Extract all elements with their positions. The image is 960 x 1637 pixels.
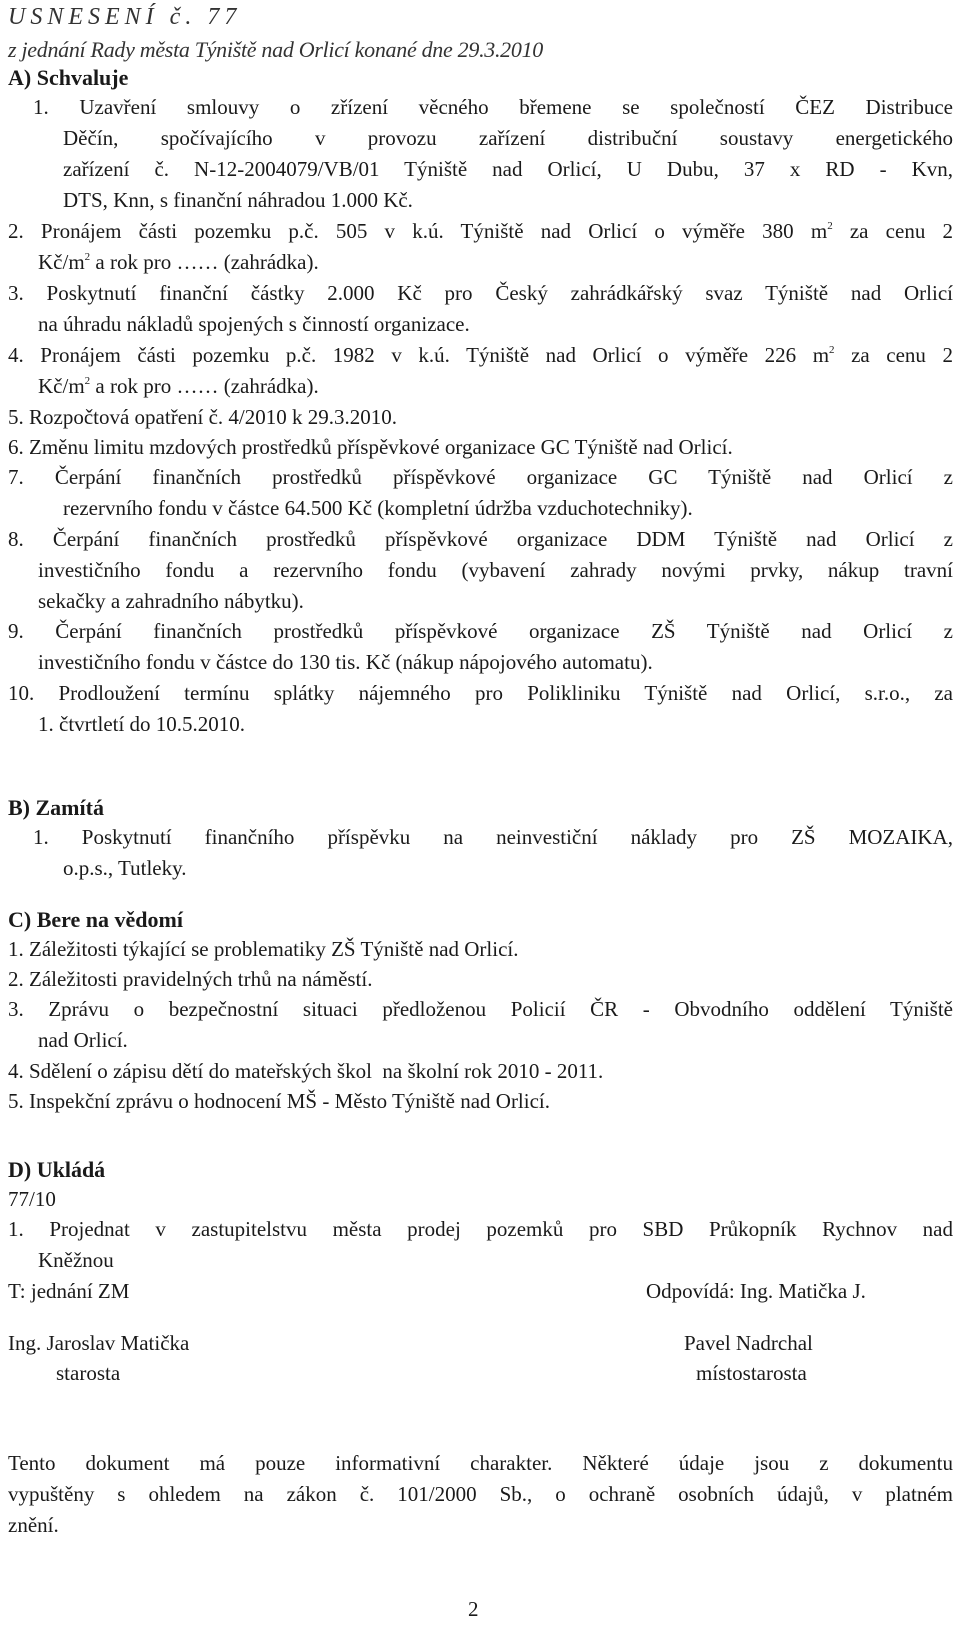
section-d-heading: D) Ukládá	[8, 1157, 106, 1182]
section-d-item-1	[8, 1214, 953, 1276]
text-line: 9. Čerpání finančních prostředků příspěvkové organizace ZŠ Týniště nad Orlicí z	[8, 619, 953, 643]
section-b-item-1	[8, 822, 953, 884]
text-line: 1. Uzavření smlouvy o zřízení věcného břemene se společností ČEZ Distribuce	[33, 95, 953, 119]
text-line: 5. Inspekční zprávu o hodnocení MŠ - Město Týniště nad Orlicí.	[8, 1089, 551, 1113]
text-line: 2. Záležitosti pravidelných trhů na náměstí.	[8, 967, 373, 991]
section-a-item-6	[8, 432, 953, 463]
text-line	[8, 340, 953, 371]
text-line: 1. Poskytnutí finančního příspěvku na neinvestiční náklady pro ZŠ MOZAIKA,	[33, 825, 953, 849]
text-line: nad Orlicí.	[38, 1028, 128, 1052]
text-line: sekačky a zahradního nábytku).	[38, 589, 304, 613]
section-a-item-4	[8, 340, 953, 402]
section-c-item-2	[8, 964, 953, 995]
text-line: 8. Čerpání finančních prostředků příspěvkové organizace DDM Týniště nad Orlicí z	[8, 527, 953, 551]
superscript: 2	[84, 251, 91, 263]
text-line	[8, 216, 953, 247]
section-c-item-3	[8, 994, 953, 1056]
section-b-heading: B) Zamítá	[8, 795, 104, 820]
section-c-item-5	[8, 1086, 953, 1117]
text-segment: a rok pro …… (zahrádka).	[90, 374, 319, 398]
superscript: 2	[84, 375, 91, 387]
text-segment: a rok pro …… (zahrádka).	[90, 250, 319, 274]
superscript: 2	[827, 220, 833, 232]
signatory-right-name: Pavel Nadrchal	[684, 1331, 813, 1355]
text-line	[8, 371, 953, 402]
signatory-right-role: místostarosta	[696, 1361, 807, 1385]
text-line: Kněžnou	[38, 1248, 114, 1272]
text-line: 10. Prodloužení termínu splátky nájemného pro Polikliniku Týniště nad Orlicí, s.r.o., za	[8, 681, 953, 705]
text-segment: 2. Pronájem části pozemku p.č. 505 v k.ú. Týniště nad Orlicí o výměře 380 m	[8, 219, 828, 243]
text-segment: Kč/m	[38, 250, 85, 274]
section-c-item-4	[8, 1056, 953, 1087]
text-line: 6. Změnu limitu mzdových prostředků příspěvkové organizace GC Týniště nad Orlicí.	[8, 435, 733, 459]
text-line: rezervního fondu v částce 64.500 Kč (kompletní údržba vzduchotechniky).	[63, 496, 693, 520]
text-line: 1. Projednat v zastupitelstvu města prodej pozemků pro SBD Průkopník Rychnov nad	[8, 1217, 953, 1241]
section-a-item-2	[8, 216, 953, 278]
section-a-item-8	[8, 524, 953, 617]
text-line: investičního fondu a rezervního fondu (vybavení zahrady novými prvky, nákup travní	[38, 558, 953, 582]
responsible-label: Odpovídá: Ing. Matička J.	[646, 1279, 866, 1303]
text-line: investičního fondu v částce do 130 tis. Kč (nákup nápojového automatu).	[38, 650, 653, 674]
section-a-item-10	[8, 678, 953, 740]
text-segment: za cenu 2	[832, 219, 953, 243]
text-line: vypuštěny s ohledem na zákon č. 101/2000 Sb., o ochraně osobních údajů, v platném	[8, 1482, 953, 1506]
text-line: Tento dokument má pouze informativní charakter. Některé údaje jsou z dokumentu	[8, 1451, 953, 1475]
superscript: 2	[829, 344, 835, 356]
resolution-subtitle: z jednání Rady města Týniště nad Orlicí konané dne 29.3.2010	[8, 37, 543, 62]
section-c-heading: C) Bere na vědomí	[8, 907, 183, 932]
disclaimer	[8, 1448, 953, 1541]
section-d-number	[8, 1184, 953, 1215]
text-segment: za cenu 2	[834, 343, 953, 367]
section-c-item-1	[8, 934, 953, 965]
page-number: 2	[468, 1597, 479, 1621]
text-line: 5. Rozpočtová opatření č. 4/2010 k 29.3.2010.	[8, 405, 398, 429]
section-a-item-1	[8, 92, 953, 216]
resolution-title: USNESENÍ č. 77	[8, 4, 242, 30]
text-line: o.p.s., Tutleky.	[63, 856, 187, 880]
text-segment: 4. Pronájem části pozemku p.č. 1982 v k.ú. Týniště nad Orlicí o výměře 226 m	[8, 343, 830, 367]
text-line: 1. čtvrtletí do 10.5.2010.	[38, 712, 246, 736]
section-a-item-9	[8, 616, 953, 678]
text-line: na úhradu nákladů spojených s činností organizace.	[38, 312, 470, 336]
resolution-number: 77/10	[8, 1187, 56, 1211]
section-a-item-5	[8, 402, 953, 433]
section-a-heading: A) Schvaluje	[8, 65, 129, 90]
text-line: Děčín, spočívajícího v provozu zařízení distribuční soustavy energetického	[63, 126, 953, 150]
text-line: znění.	[8, 1513, 59, 1537]
text-segment: Kč/m	[38, 374, 85, 398]
text-line: 4. Sdělení o zápisu dětí do mateřských škol na školní rok 2010 - 2011.	[8, 1059, 604, 1083]
term-label: T: jednání ZM	[8, 1279, 130, 1303]
signatory-left-role: starosta	[56, 1361, 121, 1385]
text-line: DTS, Knn, s finanční náhradou 1.000 Kč.	[63, 188, 413, 212]
section-a-item-3	[8, 278, 953, 340]
text-line: zařízení č. N-12-2004079/VB/01 Týniště nad Orlicí, U Dubu, 37 x RD - Kvn,	[63, 157, 953, 181]
text-line: 3. Zprávu o bezpečnostní situaci předloženou Policií ČR - Obvodního oddělení Týniště	[8, 997, 953, 1021]
text-line: 3. Poskytnutí finanční částky 2.000 Kč pro Český zahrádkářský svaz Týniště nad Orlicí	[8, 281, 953, 305]
text-line: 1. Záležitosti týkající se problematiky ZŠ Týniště nad Orlicí.	[8, 937, 519, 961]
text-line: 7. Čerpání finančních prostředků příspěvkové organizace GC Týniště nad Orlicí z	[8, 465, 953, 489]
section-a-item-7	[8, 462, 953, 524]
signatory-left-name: Ing. Jaroslav Matička	[8, 1331, 190, 1355]
text-line	[8, 247, 953, 278]
